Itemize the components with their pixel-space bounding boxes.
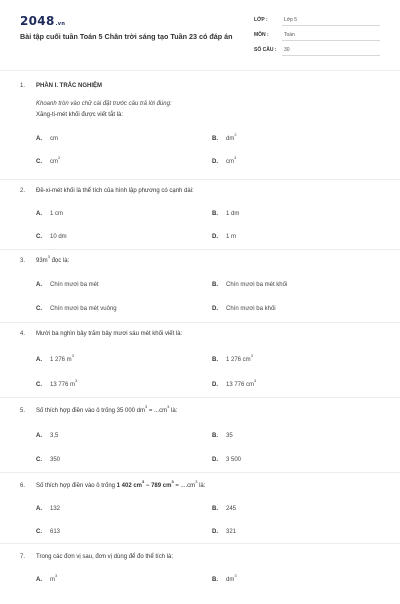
question-text: Số thích hợp điền vào ô trống 35 000 $dm^3 = ...cm^3$ là:	[36, 404, 178, 414]
section-title: PHẦN I. TRẮC NGHIỆM	[36, 83, 102, 89]
question-text: Mười ba nghìn bảy trăm bảy mươi sáu mét khối viết là:	[36, 331, 183, 337]
option-b[interactable]: B. 245	[212, 506, 237, 512]
option-text: Chín mươi ba mét vuông	[50, 306, 117, 312]
option-a[interactable]: A. 1 276 $m^3$	[36, 353, 74, 363]
option-a[interactable]: A. 3,5	[36, 433, 59, 439]
meta-info	[254, 13, 380, 58]
question-number: 5.	[20, 408, 26, 414]
option-c[interactable]: C. 13 776 $m^3$	[36, 378, 78, 388]
option-c[interactable]: C. 613	[36, 529, 61, 535]
logo-domain: .vn	[55, 21, 66, 27]
question-text: Xăng-ti-mét khối được viết tắt là:	[36, 112, 123, 118]
option-text: 613	[50, 529, 61, 535]
option-b[interactable]: B. 1 dm	[212, 211, 240, 217]
question-number: 4.	[20, 331, 26, 337]
question-text: Trong các đơn vị sau, đơn vị dùng để đo thể tích là:	[36, 554, 174, 560]
option-text: Chín mươi ba mét	[50, 282, 99, 288]
logo[interactable]	[20, 14, 65, 28]
option-b[interactable]: B. $dm^2$	[212, 132, 237, 142]
meta-line	[282, 25, 380, 26]
option-a[interactable]: A. 132	[36, 506, 61, 512]
logo-text: 2048	[20, 14, 55, 28]
option-d[interactable]: D. 13 776 $cm^3$	[212, 378, 257, 388]
meta-label: LỚP :	[254, 17, 268, 23]
question-number: 6.	[20, 483, 26, 489]
question-number: 7.	[20, 554, 26, 560]
option-d[interactable]: D. $cm^3$	[212, 155, 237, 165]
option-b[interactable]: B. 1 276 $cm^3$	[212, 353, 253, 363]
option-text: 245	[226, 506, 237, 512]
meta-count	[254, 43, 380, 58]
meta-value: Toán	[284, 32, 295, 38]
meta-line	[282, 55, 380, 56]
option-text: 1 dm	[226, 211, 240, 217]
option-a[interactable]: A. cm	[36, 136, 58, 142]
header-divider	[0, 70, 400, 71]
option-text: Chín mươi ba mét khối	[226, 282, 288, 288]
question-number: 2.	[20, 188, 26, 194]
option-d[interactable]: D. 1 m	[212, 234, 237, 240]
option-a[interactable]: A. 1 cm	[36, 211, 64, 217]
meta-line	[282, 40, 380, 41]
question-2	[0, 180, 400, 250]
option-b[interactable]: B. Chín mươi ba mét khối	[212, 282, 288, 288]
meta-label: SỐ CÂU :	[254, 47, 277, 53]
option-text: 132	[50, 506, 61, 512]
question-text: $93m^3$ đọc là:	[36, 254, 70, 264]
question-text: Đề-xi-mét khối là thể tích của hình lập phương có cạnh dài:	[36, 188, 194, 194]
option-text: 3,5	[50, 433, 59, 439]
option-a[interactable]: A. $m^3$	[36, 573, 58, 583]
option-text: cm	[50, 136, 58, 142]
document-title: Bài tập cuối tuần Toán 5 Chân trời sáng tạo Tuần 23 có đáp án	[20, 32, 233, 41]
option-text: 1 cm	[50, 211, 64, 217]
header	[0, 0, 400, 70]
option-text: 321	[226, 529, 237, 535]
option-a[interactable]: A. Chín mươi ba mét	[36, 282, 99, 288]
question-5	[0, 398, 400, 473]
option-d[interactable]: D. 321	[212, 529, 237, 535]
question-4	[0, 323, 400, 398]
option-b[interactable]: B. 35	[212, 433, 233, 439]
question-7	[0, 544, 400, 604]
meta-label: MÔN :	[254, 32, 269, 38]
question-number: 1.	[20, 83, 26, 89]
option-text: 3 500	[226, 457, 242, 463]
option-c[interactable]: C. 10 dm	[36, 234, 67, 240]
option-text: 350	[50, 457, 61, 463]
question-3	[0, 250, 400, 323]
option-c[interactable]: C. 350	[36, 457, 61, 463]
option-text: 1 m	[226, 234, 237, 240]
option-c[interactable]: C. Chín mươi ba mét vuông	[36, 306, 117, 312]
meta-value: 30	[284, 47, 290, 53]
option-b[interactable]: B. $dm^3$	[212, 573, 237, 583]
option-text: 35	[226, 433, 233, 439]
meta-value: Lớp 5	[284, 17, 298, 23]
option-text: Chín mươi ba khối	[226, 306, 276, 312]
meta-subject	[254, 28, 380, 43]
question-1	[0, 72, 400, 180]
option-d[interactable]: D. Chín mươi ba khối	[212, 306, 276, 312]
meta-class	[254, 13, 380, 28]
question-list	[0, 72, 400, 604]
instruction: Khoanh tròn vào chữ cái đặt trước câu trả lời đúng:	[36, 101, 172, 107]
question-number: 3.	[20, 258, 26, 264]
question-text: Số thích hợp điền vào ô trống 1 402 $cm^3 - 789$ $cm^3 = ....cm^3$ là:	[36, 479, 206, 489]
option-d[interactable]: D. 3 500	[212, 457, 242, 463]
option-c[interactable]: C. $cm^2$	[36, 155, 61, 165]
option-text: 10 dm	[50, 234, 67, 240]
question-6	[0, 473, 400, 544]
